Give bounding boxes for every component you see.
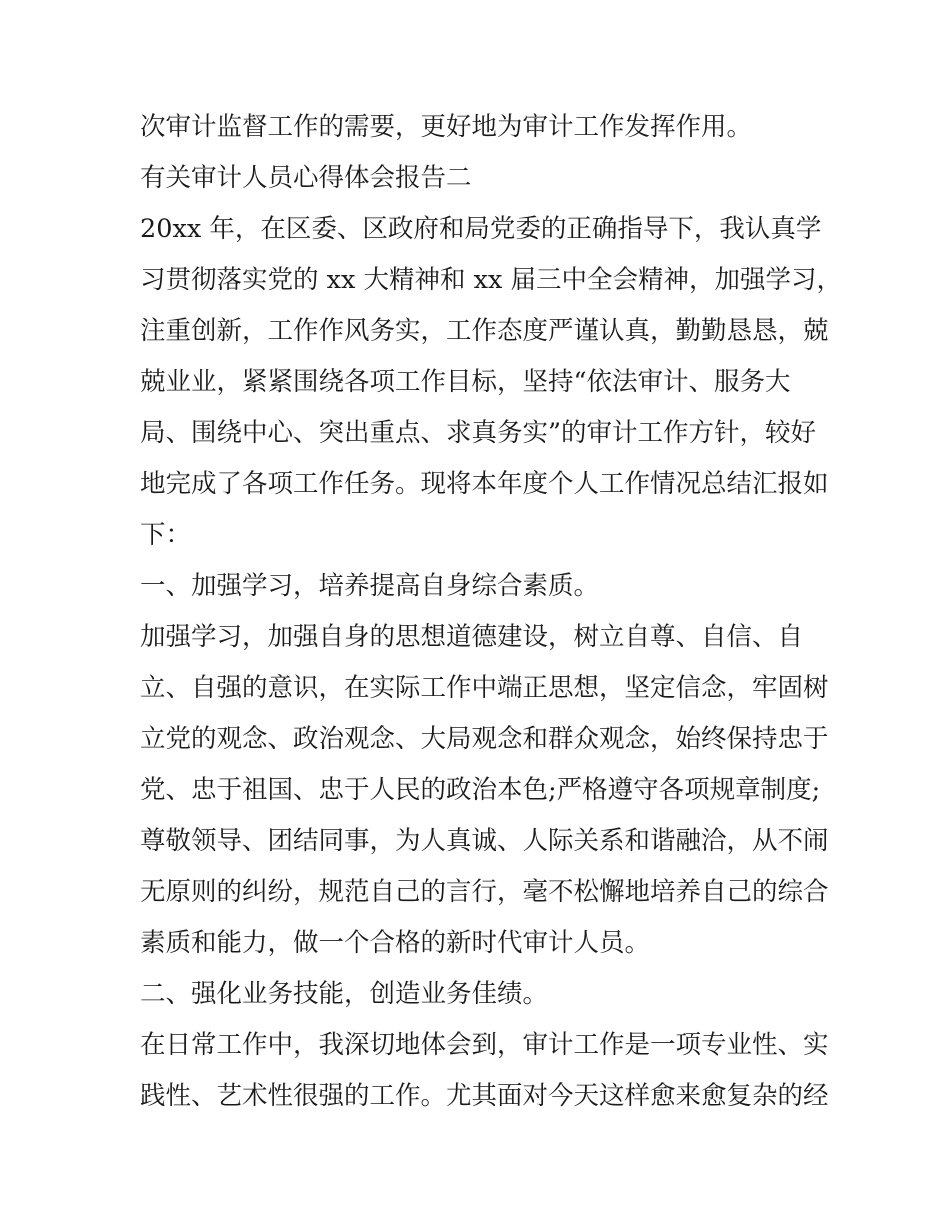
- text-line-16: 无原则的纠纷，规范自己的言行，毫不松懈地培养自己的综合: [140, 877, 829, 907]
- text-line-8: 地完成了各项工作任务。现将本年度个人工作情况总结汇报如: [140, 469, 829, 499]
- text-line-15: 尊敬领导、团结同事，为人真诚、人际关系和谐融洽，从不闹: [140, 826, 829, 856]
- text-line-5: 注重创新，工作作风务实，工作态度严谨认真，勤勤恳恳，兢: [140, 316, 829, 346]
- text-line-6: 兢业业，紧紧围绕各项工作目标，坚持“依法审计、服务大: [140, 367, 791, 397]
- text-line-19: 在日常工作中，我深切地体会到，审计工作是一项专业性、实: [140, 1030, 829, 1060]
- text-line-4: 习贯彻落实党的 xx 大精神和 xx 届三中全会精神，加强学习，: [140, 265, 842, 295]
- text-line-1: 次审计监督工作的需要，更好地为审计工作发挥作用。: [140, 112, 753, 142]
- text-line-13: 立党的观念、政治观念、大局观念和群众观念，始终保持忠于: [140, 724, 829, 754]
- section-heading-report-two: 有关审计人员心得体会报告二: [140, 163, 472, 193]
- text-line-17: 素质和能力，做一个合格的新时代审计人员。: [140, 928, 651, 958]
- section-heading-two: 二、强化业务技能，创造业务佳绩。: [140, 979, 549, 1009]
- text-line-7: 局、围绕中心、突出重点、求真务实”的审计工作方针，较好: [140, 418, 817, 448]
- text-line-9: 下：: [140, 520, 192, 550]
- text-line-3: 20xx 年，在区委、区政府和局党委的正确指导下，我认真学: [140, 214, 822, 244]
- text-line-14: 党、忠于祖国、忠于人民的政治本色;严格遵守各项规章制度;: [140, 775, 821, 805]
- text-line-12: 立、自强的意识，在实际工作中端正思想，坚定信念，牢固树: [140, 673, 829, 703]
- text-line-11: 加强学习，加强自身的思想道德建设，树立自尊、自信、自: [140, 622, 804, 652]
- text-line-20: 践性、艺术性很强的工作。尤其面对今天这样愈来愈复杂的经: [140, 1081, 829, 1111]
- section-heading-one: 一、加强学习，培养提高自身综合素质。: [140, 571, 600, 601]
